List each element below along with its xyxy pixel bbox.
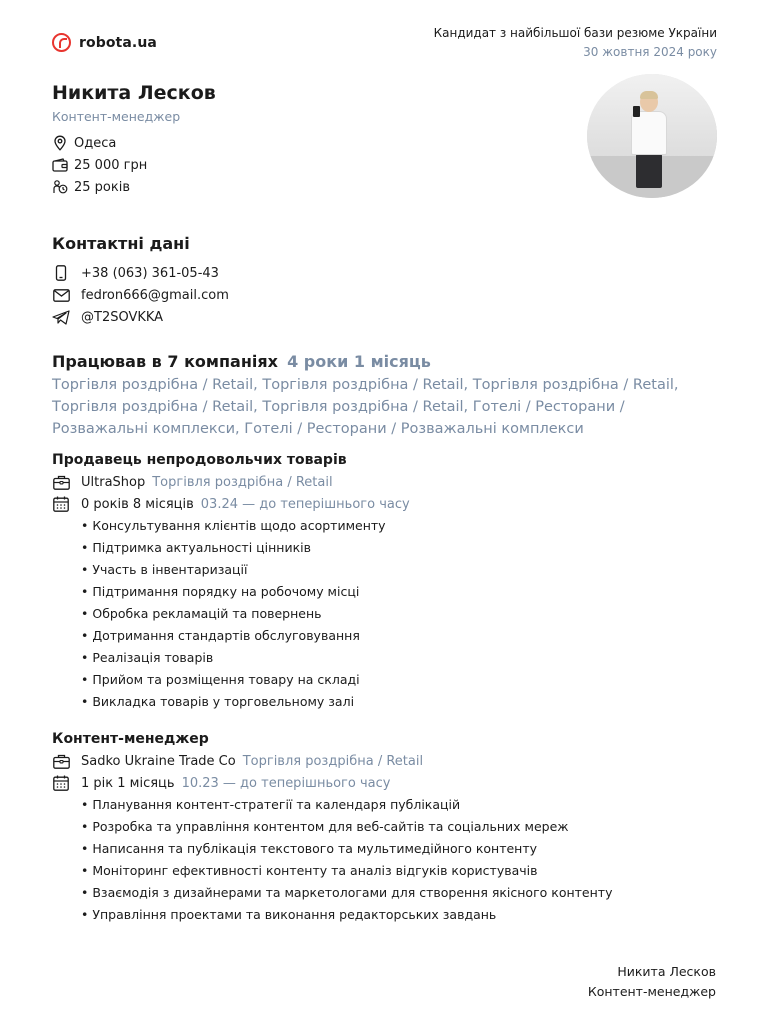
experience-industries: Торгівля роздрібна / Retail, Торгівля роздрібна / Retail, Торгівля роздрібна / Retail, Торгівля роздрібна / Retail, Торгівля роздрібна / Retail, Готелі / Ресторани / Розважальні комплекси, Готелі / Ресторани / Розважальні комплекси	[52, 377, 679, 437]
contacts-title: Контактні дані	[52, 234, 190, 253]
job-period-row	[52, 493, 722, 515]
contact-phone[interactable]	[52, 262, 229, 284]
page-footer	[588, 962, 716, 1002]
candidate-meta	[52, 132, 147, 198]
duty-item: • Підтримка актуальності цінників	[81, 537, 722, 559]
wallet-icon	[52, 157, 68, 173]
contact-telegram[interactable]	[52, 306, 229, 328]
age-icon	[52, 179, 68, 195]
duty-item: • Консультування клієнтів щодо асортименту	[81, 515, 722, 537]
job-entry	[52, 449, 722, 713]
location-pin-icon	[52, 135, 68, 151]
duty-item: • Дотримання стандартів обслуговування	[81, 625, 722, 647]
duty-item: • Написання та публікація текстового та мультимедійного контенту	[81, 838, 722, 860]
duty-item: • Викладка товарів у торговельному залі	[81, 691, 722, 713]
briefcase-icon	[52, 753, 70, 769]
candidate-photo	[587, 74, 717, 198]
duty-item: • Прийом та розміщення товару на складі	[81, 669, 722, 691]
job-entry	[52, 728, 722, 926]
header-date: 30 жовтня 2024 року	[583, 45, 717, 59]
experience-duration: 4 роки 1 місяць	[287, 352, 431, 371]
header-info	[434, 24, 717, 61]
job-duration: 0 років 8 місяців	[81, 496, 194, 512]
contacts-list	[52, 262, 229, 328]
job-period: 03.24 — до теперішнього часу	[200, 496, 410, 512]
job-company-row	[52, 471, 722, 493]
footer-position: Контент-менеджер	[587, 984, 716, 999]
job-industry: Торгівля роздрібна / Retail	[152, 474, 333, 490]
candidate-name: Никита Лесков	[52, 82, 216, 104]
footer-name: Никита Лесков	[617, 964, 716, 979]
job-period-row	[52, 772, 722, 794]
briefcase-icon	[52, 474, 70, 490]
duty-item: • Обробка рекламацій та повернень	[81, 603, 722, 625]
job-company: UltraShop	[81, 474, 146, 490]
telegram-icon	[52, 309, 70, 325]
job-duration: 1 рік 1 місяць	[81, 775, 175, 791]
robota-logo-icon	[52, 33, 71, 52]
meta-city	[52, 132, 147, 154]
job-company-row	[52, 750, 722, 772]
duty-item: • Підтримання порядку на робочому місці	[81, 581, 722, 603]
meta-age	[52, 176, 147, 198]
phone-icon	[52, 265, 70, 281]
candidate-position: Контент-менеджер	[52, 109, 181, 124]
duty-item: • Взаємодія з дизайнерами та маркетологами для створення якісного контенту	[81, 882, 722, 904]
email-text: fedron666@gmail.com	[81, 287, 229, 303]
duty-item: • Участь в інвентаризації	[81, 559, 722, 581]
experience-title: Працював в 7 компаніях	[52, 352, 278, 371]
job-title: Контент-менеджер	[52, 731, 209, 747]
telegram-text: @T2SOVKKA	[81, 309, 164, 325]
duty-item: • Моніторинг ефективності контенту та аналіз відгуків користувачів	[81, 860, 722, 882]
robota-logo[interactable]	[52, 33, 157, 52]
calendar-icon	[52, 496, 70, 512]
calendar-icon	[52, 775, 70, 791]
meta-salary	[52, 154, 147, 176]
duty-item: • Реалізація товарів	[81, 647, 722, 669]
job-duties	[81, 515, 722, 713]
duty-item: • Управління проектами та виконання редакторських завдань	[81, 904, 722, 926]
contact-email[interactable]	[52, 284, 229, 306]
age-text: 25 років	[74, 179, 131, 195]
job-industry: Торгівля роздрібна / Retail	[242, 753, 424, 769]
page-header	[52, 24, 717, 64]
phone-text: +38 (063) 361-05-43	[81, 265, 219, 281]
duty-item: • Розробка та управління контентом для веб-сайтів та соціальних мереж	[81, 816, 722, 838]
experience-header	[52, 352, 722, 371]
job-duties	[81, 794, 722, 926]
salary-text: 25 000 грн	[74, 157, 148, 173]
job-company: Sadko Ukraine Trade Co	[81, 753, 236, 769]
header-tagline: Кандидат з найбільшої бази резюме України	[433, 26, 717, 40]
duty-item: • Планування контент-стратегії та календаря публікацій	[81, 794, 722, 816]
mail-icon	[52, 287, 70, 303]
job-title: Продавець непродовольчих товарів	[52, 452, 347, 468]
logo-text: robota.ua	[79, 34, 157, 51]
job-period: 10.23 — до теперішнього часу	[181, 775, 391, 791]
city-text: Одеса	[74, 135, 117, 151]
